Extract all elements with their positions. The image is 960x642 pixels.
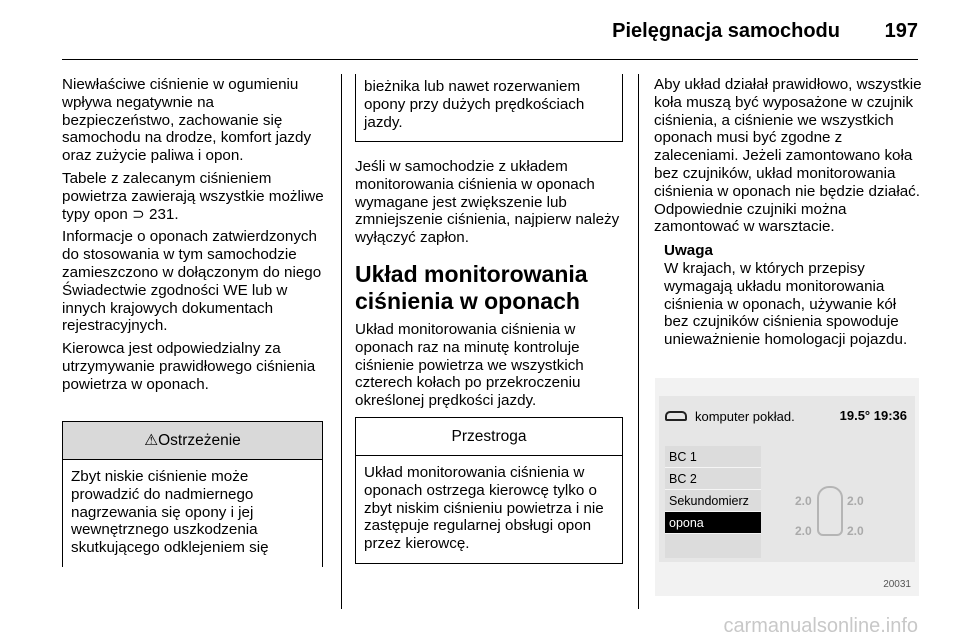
display-screenshot <box>655 378 919 596</box>
note-block <box>654 242 922 349</box>
paragraph-tpms-description: Układ monitorowania ciśnienia w oponach raz na minutę kontroluje ciśnienie powietrza we wszystkich czterech kołach po przekroczeniu określonej prędkości jazdy. <box>355 320 584 410</box>
menu-item-bc2[interactable]: BC 2 <box>665 468 761 490</box>
warning-title: Ostrzeżenie <box>158 431 241 449</box>
note-text: W krajach, w których przepisy wymagają układu monitorowania ciśnienia w oponach, używanie kół bez czujników ciśnienia spowoduje unieważnienie homologacji pojazdu. <box>664 259 908 349</box>
car-top-view-icon <box>817 486 843 536</box>
paragraph-pressure-tables: Tabele z zalecanym ciśnieniem powietrza zawierają wszystkie możliwe typy opon ⊃ 231. <box>62 169 324 223</box>
menu-item-stopwatch[interactable]: Sekundomierz <box>665 490 761 512</box>
column-2 <box>355 158 623 415</box>
warning-header <box>63 422 322 460</box>
caution-title: Przestroga <box>356 418 622 456</box>
note-label: Uwaga <box>664 242 713 260</box>
car-icon <box>665 411 687 421</box>
caution-text: Układ monitorowania ciśnienia w oponach ostrzega kierowcę tylko o zbyt niskim ciśnieniu powietrza i nie zastępuje regularnej obsługi opon przez kierowcę. <box>364 464 604 553</box>
caution-box <box>355 417 623 564</box>
column-1 <box>62 76 330 399</box>
tire-pressure-panel <box>761 446 911 586</box>
tire-pressure-rear-right: 2.0 <box>847 524 864 538</box>
header-divider <box>62 59 918 60</box>
paragraph-driver-responsibility: Kierowca jest odpowiedzialny za utrzymywanie prawidłowego ciśnienia powietrza w oponach. <box>62 340 316 393</box>
warning-box-continued <box>355 74 623 142</box>
paragraph-tire-pressure-effect: Niewłaściwe ciśnienie w ogumieniu wpływa negatywnie na bezpieczeństwo, zachowanie się samochodu na drodze, komfort jazdy oraz zużycie paliwa i opon. <box>62 76 312 165</box>
page-title: Pielęgnacja samochodu <box>612 20 840 42</box>
column-divider-1 <box>341 74 342 609</box>
paragraph-ignition-off: Jeśli w samochodzie z układem monitorowania ciśnienia w oponach wymagane jest zwiększenie lub zmniejszenie ciśnienia, najpierw należy wyłączyć zapłon. <box>355 158 620 247</box>
warning-box <box>62 421 323 567</box>
column-divider-2 <box>638 74 639 609</box>
board-computer-screen <box>659 396 915 562</box>
column-3 <box>654 76 922 349</box>
paragraph-tire-info: Informacje o oponach zatwierdzonych do stosowania w tym samochodzie zamieszczono w dołączonym do niego Świadectwie zgodności WE lub w innych krajowych dokumentach rejestracyjnych. <box>62 228 322 335</box>
warning-continued-text: bieżnika lub nawet rozerwaniem opony przy dużych prędkościach jazdy. <box>364 78 585 131</box>
tire-pressure-front-left: 2.0 <box>795 494 812 508</box>
paragraph-sensors-required: Aby układ działał prawidłowo, wszystkie koła muszą być wyposażone w czujnik ciśnienia, a ciśnienie we wszystkich oponach musi być zgodne z zaleceniami. Jeżeli zamontowano koła bez czujników, układ monitorowania ciśnienia w oponach nie będzie działać. Odpowiednie czujniki można zamontować w warsztacie. <box>654 76 922 236</box>
screen-title: komputer pokład. <box>695 408 795 424</box>
watermark: carmanualsonline.info <box>723 615 918 637</box>
tire-pressure-front-right: 2.0 <box>847 494 864 508</box>
menu-item-bc1[interactable]: BC 1 <box>665 446 761 468</box>
page-number: 197 <box>884 20 918 42</box>
screen-menu <box>665 446 761 558</box>
section-title-tpms: Układ monitorowania ciśnienia w oponach <box>355 260 588 314</box>
menu-item-tire[interactable]: opona <box>665 512 761 534</box>
warning-text: Zbyt niskie ciśnienie może prowadzić do nadmiernego nagrzewania się opony i jej wewnętrznego uszkodzenia skutkującego odklejeniem się <box>71 468 269 557</box>
figure-number: 20031 <box>883 579 911 590</box>
menu-empty-row <box>665 534 761 558</box>
screen-temp-time: 19.5° 19:36 <box>839 408 907 423</box>
tire-pressure-rear-left: 2.0 <box>795 524 812 538</box>
warning-icon: ⚠ <box>144 432 159 449</box>
